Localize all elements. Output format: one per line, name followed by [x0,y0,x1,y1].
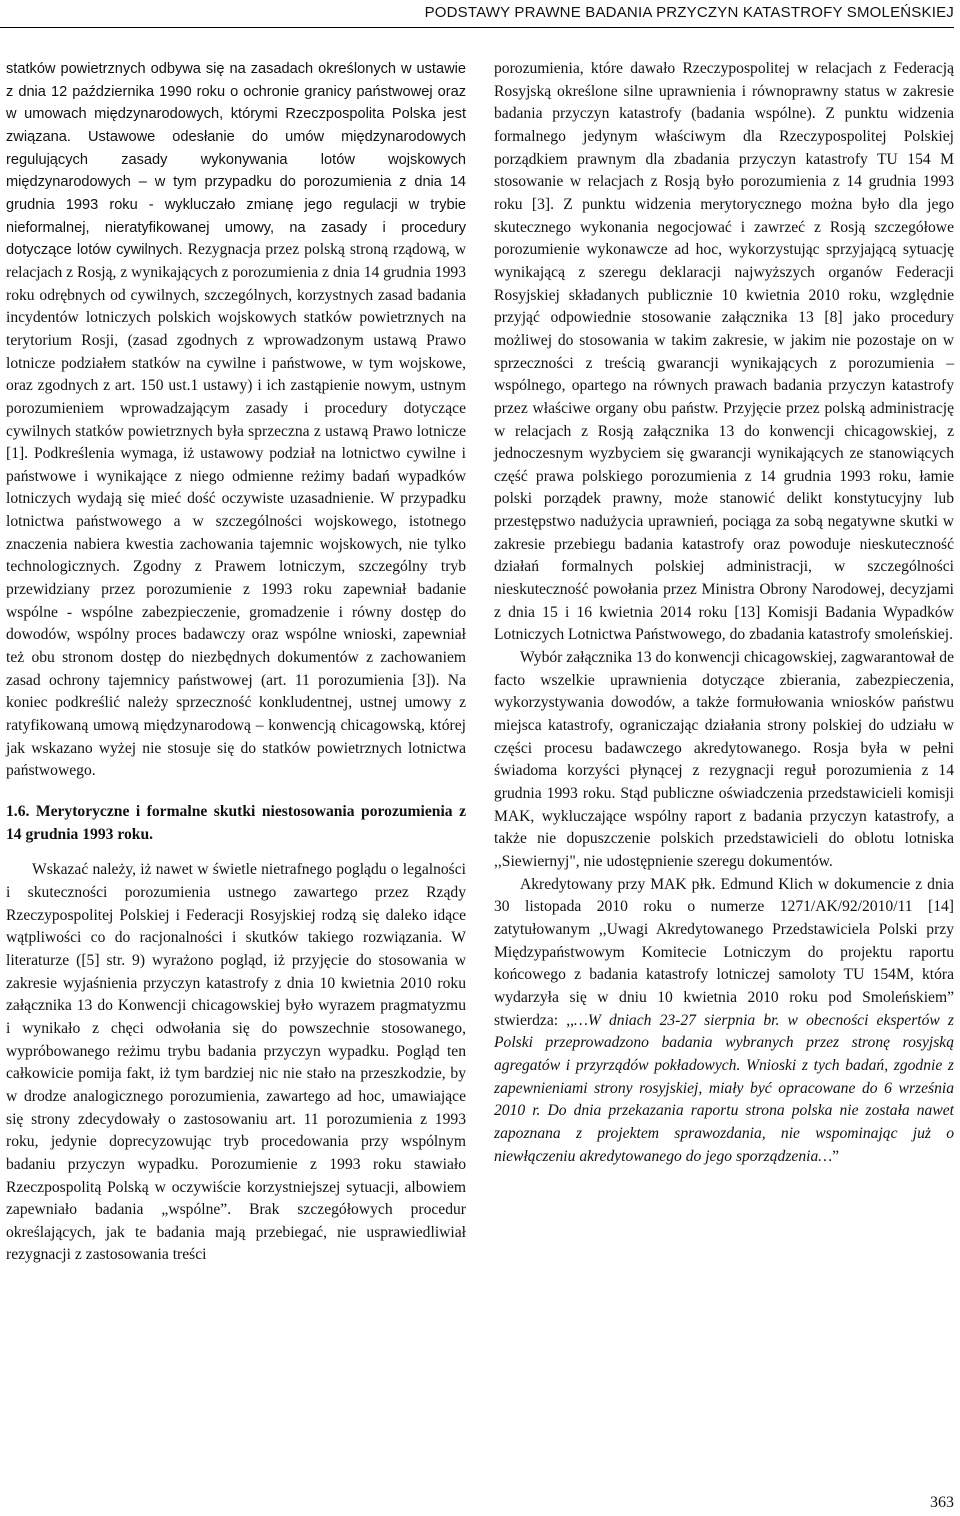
running-header [0,4,954,28]
paragraph-continuation: porozumienia, które dawało Rzeczypospolitej w relacjach z Federacją Rosyjską określone silne uprawnienia i równoprawny status w zakresie badania przyczyn katastrofy (badania wspólne). Z punktu widzenia formalnego jedynym właściwym dla Rzeczypospolitej Polskiej porządkiem prawnym dla zbadania przyczyn katastrofy TU 154 M stosowanie w relacjach z Rosją było porozumienia z 14 grudnia 1993 roku [3]. Z punktu widzenia merytorycznego można było dla jego skutecznego wykonania negocjować i zawrzeć z Rosją szczegółowe porozumienie wykonawcze ad hoc, wykorzystując sprzyjającą sytuację wynikającą z szeregu deklaracji najwyższych organów Federacji Rosyjskiej składanych publicznie 10 kwietnia 2010 roku, względnie przyjąć odpowiednie stosowanie załącznika 13 [8] jako procedury możliwej do stosowania w takim zakresie, w jakim nie pozostaje on w sprzeczności z treścią gwarancji wynikających z porozumienia – wspólnego, opartego na równych prawach badania przyczyn katastrofy przez właściwe organy obu państw. Przyjęcie przez polską administrację w relacjach z Rosją załącznika 13 do konwencji chicagowskiej, z jednoczesnym wyzbyciem się gwarancji wynikających ze stanowiących część prawa polskiego porozumienia z 14 grudnia 1993 roku, łamie polski porządek prawny, może stanowić delikt konstytucyjny lub przestępstwo nadużycia uprawnień, pociąga za sobą negatywne skutki w zakresie przebiegu badania katastrofy oraz powoduje nieskuteczność działań formalnych polskiej administracji, w szczególności nieskuteczność powołania przez Ministra Obrony Narodowej, decyzjami z dnia 15 i 16 kwietnia 2014 roku [13] Komisji Badania Wypadków Lotniczych Lotnictwa Państwowego, do zbadania katastrofy smoleńskiej. [494,60,954,644]
paragraph-section-1-6: Wskazać należy, iż nawet w świetle nietrafnego poglądu o legalności i skuteczności porozumienia ustnego zawartego przez Rządy Rzeczypospolitej Polskiej i Federacji Rosyjskiej rodzą się daleko idące wątpliwości co do racjonalności i skutków takiego rozwiązania. W literaturze ([5] str. 9) wyrażono pogląd, iż przyjęcie do stosowania w zakresie wyjaśnienia przyczyn katastrofy z dnia 10 kwietnia 2010 roku załącznika 13 do Konwencji chicagowskiej było wyrazem pragmatyzmu i wynikało z chęci odwołania się do powszechnie stosowanego, wypróbowanego reżimu trybu badania przyczyn wypadku. Pogląd ten całkowicie pomija fakt, iż tym bardziej nic nie stało na przeszkodzie, by w drodze analogicznego porozumienia, zawartego ad hoc, umawiające się strony zdecydowały o zastosowaniu art. 11 porozumienia z 1993 roku, jedynie doprecyzowując tryb procedowania przy wspólnym badaniu przyczyn wypadku. Porozumienie z 1993 roku stawiało Rzeczpospolitą Polską w oczywiście korzystniejszej sytuacji, albowiem zapewniało badania „wspólne”. Brak szczegółowych procedur określających, jak te badania mają przebiegać, nie usprawiedliwiał rezygnacji z zastosowania treści [6,861,466,1264]
paragraph-intro-sans-part: statków powietrznych odbywa się na zasadach określonych w ustawie z dnia 12 października 1990 roku o ochronie granicy państwowej oraz w umowach międzynarodowych, którymi Rzeczpospolita Polska jest związana. Ustawowe odesłanie do umów międzynarodowych regulujących zasady wykonywania lotów wojskowych międzynarodowych – w tym przypadku do porozumienia z dnia 14 grudnia 1993 roku - wykluczało zmianę jego regulacji w trybie nieformalnej, nieratyfikowanej umowy, na zasady i procedury dotyczące lotów cywilnych. [6,61,466,259]
page-number: 363 [930,1494,954,1511]
left-column [6,58,466,1267]
right-column [494,58,954,1168]
section-heading: 1.6. Merytoryczne i formalne skutki niestosowania porozumienia z 14 grudnia 1993 roku. [6,803,466,843]
running-title: PODSTAWY PRAWNE BADANIA PRZYCZYN KATASTROFY SMOLEŃSKIEJ [424,4,954,21]
quote-close: ” [832,1147,840,1165]
quote-italic: …W dniach 23-27 sierpnia br. w obecności ekspertów z Polski przeprowadzono badania wybranych przez stronę rosyjską agregatów i przyrządów pokładowych. Wnioski z tych badań, zgodnie z zapewnieniami strony rosyjskiej, miały być opracowane do 6 września 2010 r. Do dnia przekazania raportu strona polska nie została nawet zapoznana z projektem sprawozdania, nie wspominając już o niewłączeniu akredytowanego do jego sporządzenia… [494,1011,954,1165]
paragraph-intro [6,58,466,783]
paragraph-intro-serif-part: Rezygnacja przez polską stroną rządową, w relacjach z Rosją, z wynikających z porozumienia z dnia 14 grudnia 1993 roku odrębnych od cywilnych, szczególnych, korzystnych zasad badania incydentów lotniczych polskich wojskowych statków powietrznych na terytorium Rosji, (zasad zgodnych z wprowadzonym ustawą Prawo lotnicze podziałem statków na cywilne i państwowe, w tym wojskowe, oraz zgodnych z art. 150 ust.1 ustawy) i ich zastąpienie nowym, ustnym porozumieniem wprowadzającym zasady i procedury dotyczące cywilnych statków powietrznych była sprzeczna z ustawą Prawo lotnicze [1]. Podkreślenia wymaga, iż ustawowy podział na lotnictwo cywilne i państwowe i wynikające z niego odmienne reżimy badań wypadków lotniczych wydają się mieć dość oczywiste uzasadnienie. W przypadku lotnictwa państwowego a w szczególności wojskowego, istotnego znaczenia nabiera kwestia zachowania tajemnic wojskowych, nie tylko technologicznych. Zgodny z Prawem lotniczym, szczególny tryb przewidziany przez porozumienie z 1993 roku zapewniał badanie wspólne - wspólne zabezpieczenie, gromadzenie i równy dostęp do dowodów, wspólny proces badawczy oraz wspólne wnioski, zapewniał też obu stronom dostęp do niezbędnych dokumentów z zachowaniem zasad ochrony tajemnicy państwowej (art. 11 porozumienia [3]). Na koniec podkreślić należy sprzeczność konkludentnej, ustnej umowy z ratyfikowaną umową międzynarodową – konwencją chicagowską, której jak wskazano wyżej nie stosuje się do statków powietrznych lotnictwa państwowego. [6,241,466,780]
quote-intro: Akredytowany przy MAK płk. Edmund Klich w dokumencie z dnia 30 listopada 2010 roku o numerze 1271/AK/92/2010/11 [14] zatytułowanym ,,Uwagi Akredytowanego Przedstawiciela Polski przy Międzypaństwowym Komitecie Lotniczym do projektu raportu końcowego z badania katastrofy lotniczej samoloty TU 154M, która wydarzyła się w dniu 10 kwietnia 2010 roku pod Smoleńskiem” stwierdza: ,, [494,875,954,1029]
paragraph-klich-quote [494,874,954,1169]
paragraph-annex-13: Wybór załącznika 13 do konwencji chicagowskiej, zagwarantował de facto wszelkie uprawnienia dotyczące zbierania, zabezpieczenia, wykorzystywania dowodów, a także formułowania wniosków państwu miejsca katastrofy, ograniczając działania strony polskiej do udziału w części procesu badawczego akredytowanego. Rosja była w pełni świadoma korzyści płynącej z rezygnacji reguł porozumienia z 14 grudnia 1993 roku. Stąd publiczne oświadczenia przedstawicieli komisji MAK, wykluczające wspólny raport z badania przyczyn katastrofy, a także nie dopuszczenie polskich przedstawicieli do oblotu lotniska ,,Siewiernyj", nie udostępnienie szeregu dokumentów. [494,649,954,870]
